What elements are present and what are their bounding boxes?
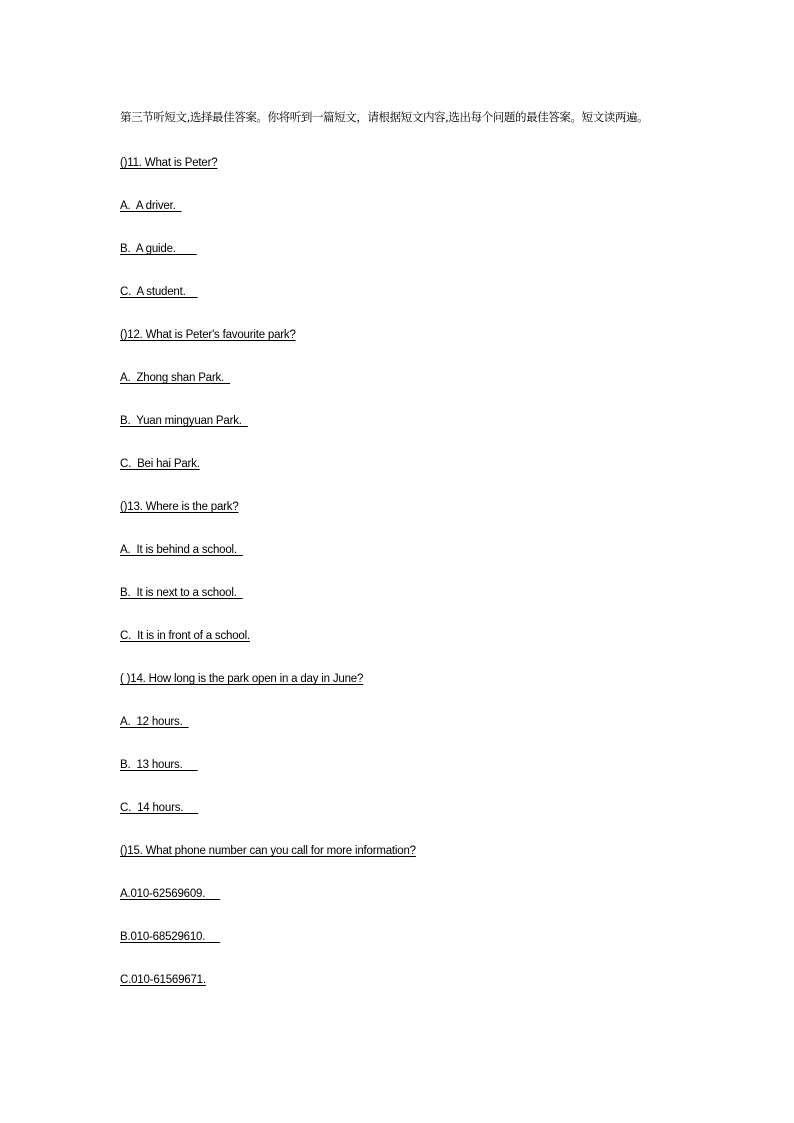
question-11-option-a: A. A driver. bbox=[120, 200, 182, 212]
question-12-prompt: ()12. What is Peter's favourite park? bbox=[120, 329, 296, 341]
question-14-option-c: C. 14 hours. bbox=[120, 802, 199, 814]
section-instruction: 第三节听短文,选择最佳答案。你将听到一篇短文，请根据短文内容,选出每个问题的最佳答案。短文读两遍。 bbox=[120, 110, 649, 124]
question-15-option-a: A.010-62569609. bbox=[120, 888, 221, 900]
question-11-prompt: ()11. What is Peter? bbox=[120, 157, 218, 169]
question-12-option-a: A. Zhong shan Park. bbox=[120, 372, 231, 384]
question-15-prompt: ()15. What phone number can you call for more information? bbox=[120, 845, 416, 857]
question-15-option-c: C.010-61569671. bbox=[120, 974, 206, 986]
question-14-option-b: B. 13 hours. bbox=[120, 759, 198, 771]
question-13-option-c: C. It is in front of a school. bbox=[120, 630, 250, 642]
question-15-option-b: B.010-68529610. bbox=[120, 931, 221, 943]
question-11-option-b: B. A guide. bbox=[120, 243, 197, 255]
question-13-option-b: B. It is next to a school. bbox=[120, 587, 243, 599]
question-14-prompt: ( )14. How long is the park open in a day in June? bbox=[120, 673, 364, 685]
question-12-option-b: B. Yuan mingyuan Park. bbox=[120, 415, 248, 427]
question-12-option-c: C. Bei hai Park. bbox=[120, 458, 200, 470]
question-13-prompt: ()13. Where is the park? bbox=[120, 501, 239, 513]
question-13-option-a: A. It is behind a school. bbox=[120, 544, 243, 556]
question-14-option-a: A. 12 hours. bbox=[120, 716, 189, 728]
question-11-option-c: C. A student. bbox=[120, 286, 198, 298]
